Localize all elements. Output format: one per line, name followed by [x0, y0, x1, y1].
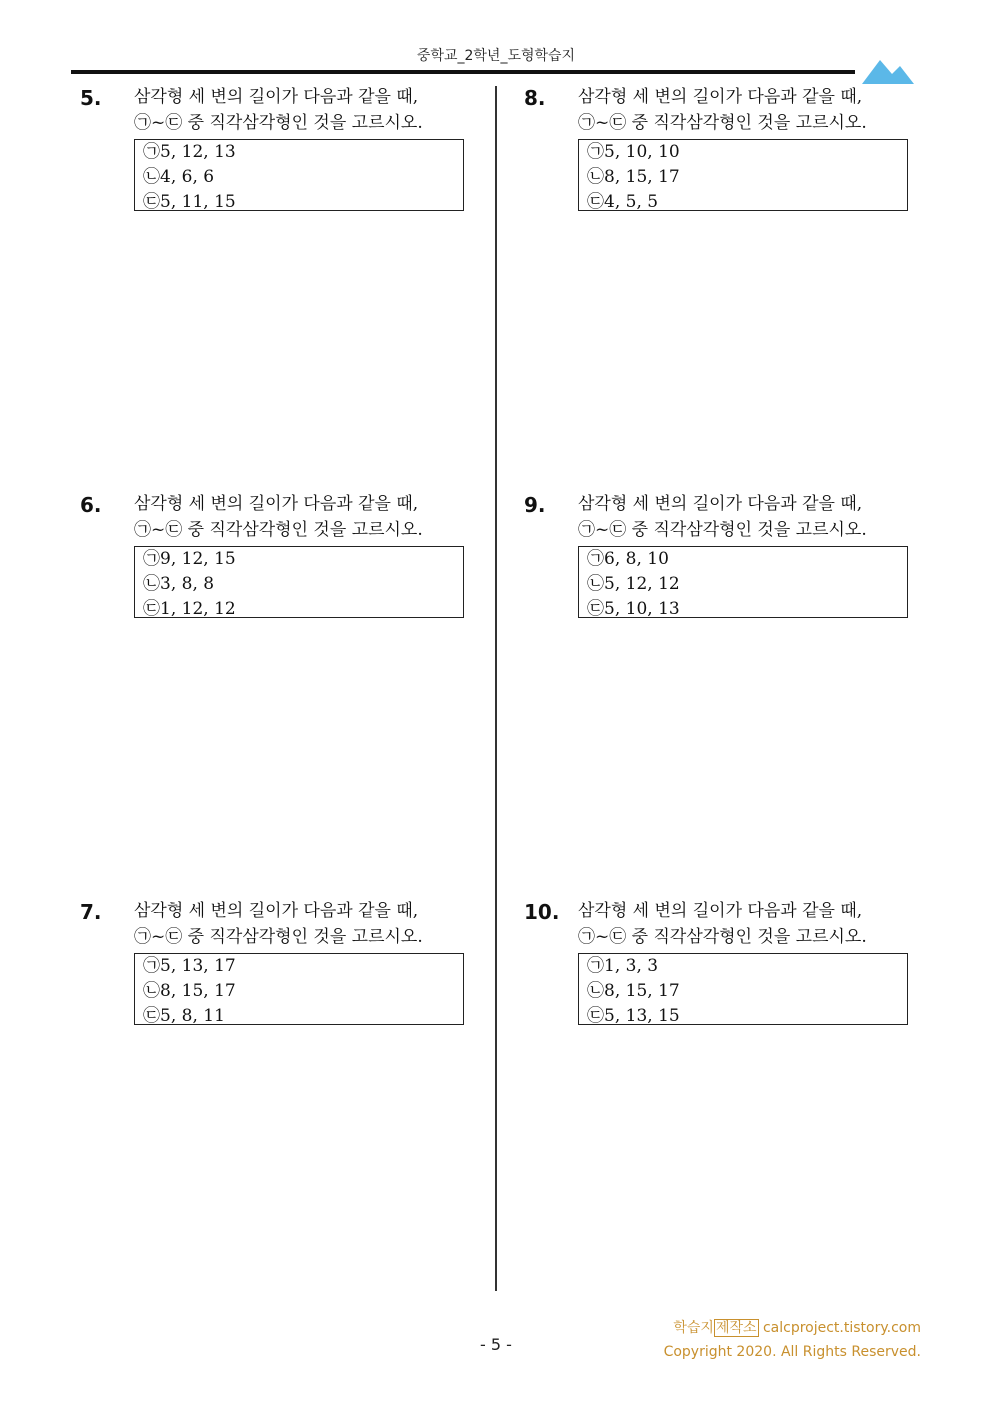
problem-number: 5.	[80, 86, 102, 110]
option-b: ㉡8, 15, 17	[143, 981, 236, 1001]
option-b: ㉡3, 8, 8	[143, 574, 215, 594]
option-a: ㉠1, 3, 3	[587, 956, 659, 976]
brand-prefix: 학습지	[673, 1320, 714, 1336]
problem-question	[578, 491, 867, 543]
brand-boxed: 제작소	[715, 1320, 757, 1336]
option-a: ㉠6, 8, 10	[587, 549, 669, 569]
problem-question	[134, 898, 423, 950]
problem-number: 7.	[80, 900, 102, 924]
problem-question	[578, 84, 867, 136]
problem-number: 6.	[80, 493, 102, 517]
option-a: ㉠5, 12, 13	[143, 142, 236, 162]
question-line: ㉠~㉢ 중 직각삼각형인 것을 고르시오.	[134, 520, 423, 540]
option-c: ㉢1, 12, 12	[143, 599, 236, 619]
problem-number: 10.	[524, 900, 560, 924]
option-c: ㉢5, 10, 13	[587, 599, 680, 619]
options-box	[578, 139, 908, 211]
question-line: 삼각형 세 변의 길이가 다음과 같을 때,	[134, 494, 419, 514]
options-box	[578, 546, 908, 618]
page-title: 중학교_2학년_도형학습지	[416, 48, 576, 64]
question-line: ㉠~㉢ 중 직각삼각형인 것을 고르시오.	[578, 113, 867, 133]
question-line: 삼각형 세 변의 길이가 다음과 같을 때,	[578, 87, 863, 107]
option-b: ㉡5, 12, 12	[587, 574, 680, 594]
question-line: 삼각형 세 변의 길이가 다음과 같을 때,	[134, 901, 419, 921]
column-divider	[495, 86, 497, 1291]
problem-number: 9.	[524, 493, 546, 517]
option-c: ㉢5, 8, 11	[143, 1006, 225, 1026]
options-box	[134, 546, 464, 618]
question-line: ㉠~㉢ 중 직각삼각형인 것을 고르시오.	[134, 113, 423, 133]
option-c: ㉢4, 5, 5	[587, 192, 659, 212]
option-b: ㉡8, 15, 17	[587, 981, 680, 1001]
option-b: ㉡8, 15, 17	[587, 167, 680, 187]
site-link[interactable]: calcproject.tistory.com	[758, 1320, 921, 1336]
copyright: Copyright 2020. All Rights Reserved.	[663, 1344, 921, 1360]
page-number: - 5 -	[480, 1335, 512, 1354]
question-line: 삼각형 세 변의 길이가 다음과 같을 때,	[578, 901, 863, 921]
problem-number: 8.	[524, 86, 546, 110]
question-line: 삼각형 세 변의 길이가 다음과 같을 때,	[578, 494, 863, 514]
problem-question	[578, 898, 867, 950]
problem-question	[134, 84, 423, 136]
option-c: ㉢5, 13, 15	[587, 1006, 680, 1026]
question-line: ㉠~㉢ 중 직각삼각형인 것을 고르시오.	[578, 520, 867, 540]
options-box	[578, 953, 908, 1025]
option-b: ㉡4, 6, 6	[143, 167, 215, 187]
option-c: ㉢5, 11, 15	[143, 192, 236, 212]
question-line: 삼각형 세 변의 길이가 다음과 같을 때,	[134, 87, 419, 107]
option-a: ㉠9, 12, 15	[143, 549, 236, 569]
header-rule	[71, 70, 855, 74]
question-line: ㉠~㉢ 중 직각삼각형인 것을 고르시오.	[134, 927, 423, 947]
question-line: ㉠~㉢ 중 직각삼각형인 것을 고르시오.	[578, 927, 867, 947]
option-a: ㉠5, 13, 17	[143, 956, 236, 976]
options-box	[134, 139, 464, 211]
option-a: ㉠5, 10, 10	[587, 142, 680, 162]
mountain-icon	[862, 56, 914, 86]
problem-question	[134, 491, 423, 543]
options-box	[134, 953, 464, 1025]
